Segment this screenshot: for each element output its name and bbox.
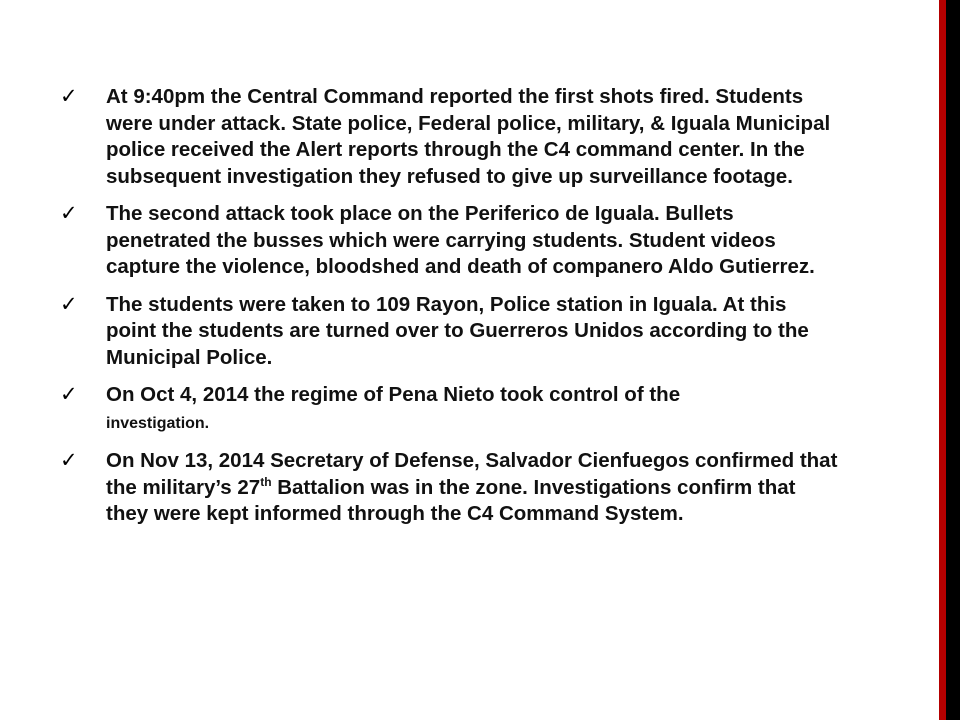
bullet-item [60,84,840,190]
bullet-text [106,382,840,437]
bullet-item [60,448,840,528]
check-icon: ✓ [60,383,78,406]
bullet-text: The second attack took place on the Periferico de Iguala. Bullets penetrated the busses which were carrying students. Student videos capture the violence, bloodshed and death of companero Aldo Gutierrez. [106,202,815,278]
bullet-text: At 9:40pm the Central Command reported the first shots fired. Students were under attack. State police, Federal police, military, & Iguala Municipal police received the Alert reports through the C4 command center. In the subsequent investigation they refused to give up surveillance footage. [106,85,831,188]
bullet-text-main: On Oct 4, 2014 the regime of Pena Nieto took control of the [106,383,681,406]
bullet-text [106,448,840,528]
sidebar-black-stripe [946,0,960,720]
bullet-text: The students were taken to 109 Rayon, Police station in Iguala. At this point the students are turned over to Guerreros Unidos according to the Municipal Police. [106,292,809,369]
bullet-text-small: investigation. [106,414,210,432]
check-icon: ✓ [60,85,78,108]
ordinal-superscript: th [260,474,272,489]
bullet-item [60,382,840,437]
bullet-item [60,292,840,372]
check-icon: ✓ [60,292,78,316]
check-icon: ✓ [60,202,78,225]
check-icon: ✓ [60,449,78,472]
slide-body [60,84,840,539]
bullet-text-before-sup: On Nov 13, 2014 Secretary of Defense, Salvador Cienfuegos confirmed that the military’s 27 [106,449,838,499]
bullet-text-after-sup: Battalion was in the zone. Investigations confirm that they were kept informed through the C4 Command System. [106,475,796,525]
bullet-item [60,201,840,281]
sidebar-red-stripe [939,0,946,720]
